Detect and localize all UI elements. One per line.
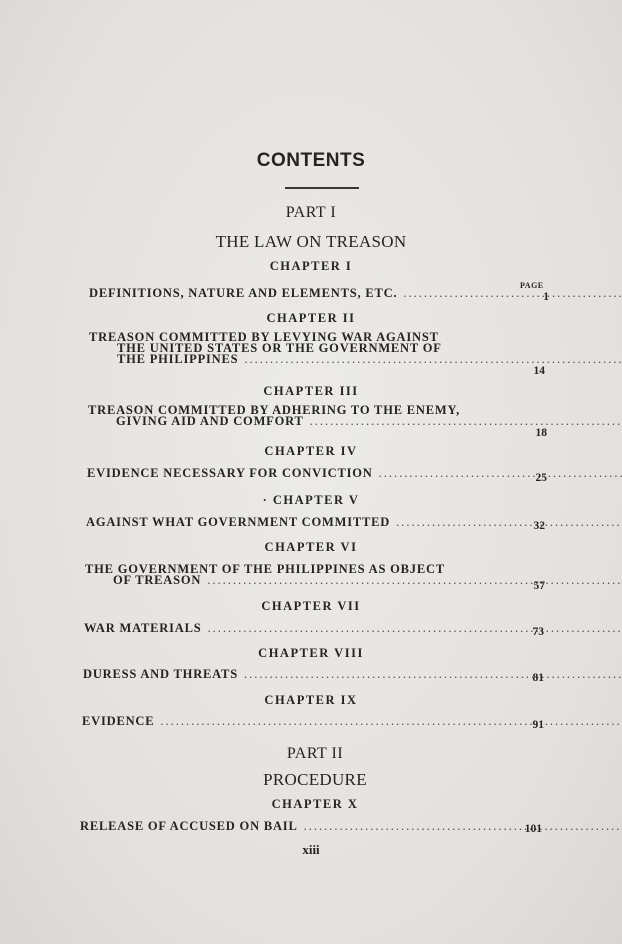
entry-text: THE UNITED STATES OR THE GOVERNMENT OF bbox=[117, 341, 442, 355]
entry-text: TREASON COMMITTED BY LEVYING WAR AGAINST bbox=[89, 330, 439, 344]
leader-dots bbox=[379, 466, 622, 480]
entry-text: OF TREASON bbox=[113, 573, 202, 587]
leader-dots bbox=[310, 414, 622, 428]
chapter-heading: CHAPTER IX bbox=[264, 693, 358, 707]
leader-dots bbox=[160, 714, 622, 728]
entry-text: THE GOVERNMENT OF THE PHILIPPINES AS OBJECT bbox=[85, 562, 445, 576]
toc-entry bbox=[86, 517, 516, 528]
entry-text: DURESS AND THREATS bbox=[83, 667, 238, 681]
leader-dots bbox=[244, 667, 622, 681]
page-number: 57 bbox=[533, 580, 545, 592]
leader-dots bbox=[396, 515, 622, 529]
page-number: 101 bbox=[524, 823, 542, 835]
chapter-heading: CHAPTER VI bbox=[264, 540, 358, 554]
chapter-heading: CHAPTER IV bbox=[264, 444, 358, 458]
page-number: 1 bbox=[543, 291, 549, 303]
contents-title: CONTENTS bbox=[256, 150, 366, 171]
leader-dots bbox=[304, 819, 622, 833]
leader-dots bbox=[403, 286, 622, 300]
leader-dots bbox=[244, 352, 622, 366]
chapter-heading: CHAPTER VIII bbox=[258, 646, 364, 660]
toc-entry bbox=[82, 716, 512, 727]
page-number: 81 bbox=[532, 672, 544, 684]
toc-entry bbox=[89, 332, 519, 365]
entry-text: EVIDENCE bbox=[82, 714, 155, 728]
page-number: 25 bbox=[535, 472, 547, 484]
toc-entry bbox=[88, 405, 516, 427]
leader-dots bbox=[207, 621, 622, 635]
entry-text: THE PHILIPPINES bbox=[117, 352, 239, 366]
part-subject: THE LAW ON TREASON bbox=[215, 232, 407, 251]
chapter-heading: CHAPTER I bbox=[269, 259, 353, 273]
entry-text: GIVING AID AND COMFORT bbox=[116, 414, 304, 428]
toc-entry bbox=[80, 821, 512, 832]
toc-entry bbox=[89, 288, 519, 299]
page-number: 73 bbox=[532, 626, 544, 638]
part-heading: PART I bbox=[285, 204, 337, 221]
entry-text: TREASON COMMITTED BY ADHERING TO THE ENEMY, bbox=[88, 403, 461, 417]
title-rule bbox=[285, 187, 359, 189]
chapter-heading: · CHAPTER V bbox=[262, 493, 360, 507]
part-heading: PART II bbox=[286, 745, 344, 762]
page-column-header: PAGE bbox=[520, 281, 544, 290]
chapter-heading: CHAPTER VII bbox=[261, 599, 361, 613]
chapter-heading: CHAPTER III bbox=[263, 384, 359, 398]
entry-text: WAR MATERIALS bbox=[84, 621, 202, 635]
chapter-heading: CHAPTER X bbox=[271, 797, 359, 811]
entry-text: DEFINITIONS, NATURE AND ELEMENTS, ETC. bbox=[89, 286, 398, 300]
part-subject: PROCEDURE bbox=[263, 770, 367, 789]
folio-number: xiii bbox=[302, 842, 320, 857]
entry-text: RELEASE OF ACCUSED ON BAIL bbox=[80, 819, 298, 833]
page-number: 14 bbox=[533, 365, 545, 377]
page-number: 32 bbox=[533, 520, 545, 532]
page-number: 91 bbox=[532, 719, 544, 731]
chapter-heading: CHAPTER II bbox=[266, 311, 356, 325]
entry-text: EVIDENCE NECESSARY FOR CONVICTION bbox=[87, 466, 373, 480]
toc-entry bbox=[85, 564, 515, 586]
leader-dots bbox=[207, 573, 622, 587]
toc-entry bbox=[83, 669, 513, 680]
page-number: 18 bbox=[535, 427, 547, 439]
entry-text: AGAINST WHAT GOVERNMENT COMMITTED bbox=[86, 515, 391, 529]
toc-entry bbox=[84, 623, 514, 634]
toc-entry bbox=[87, 468, 517, 479]
